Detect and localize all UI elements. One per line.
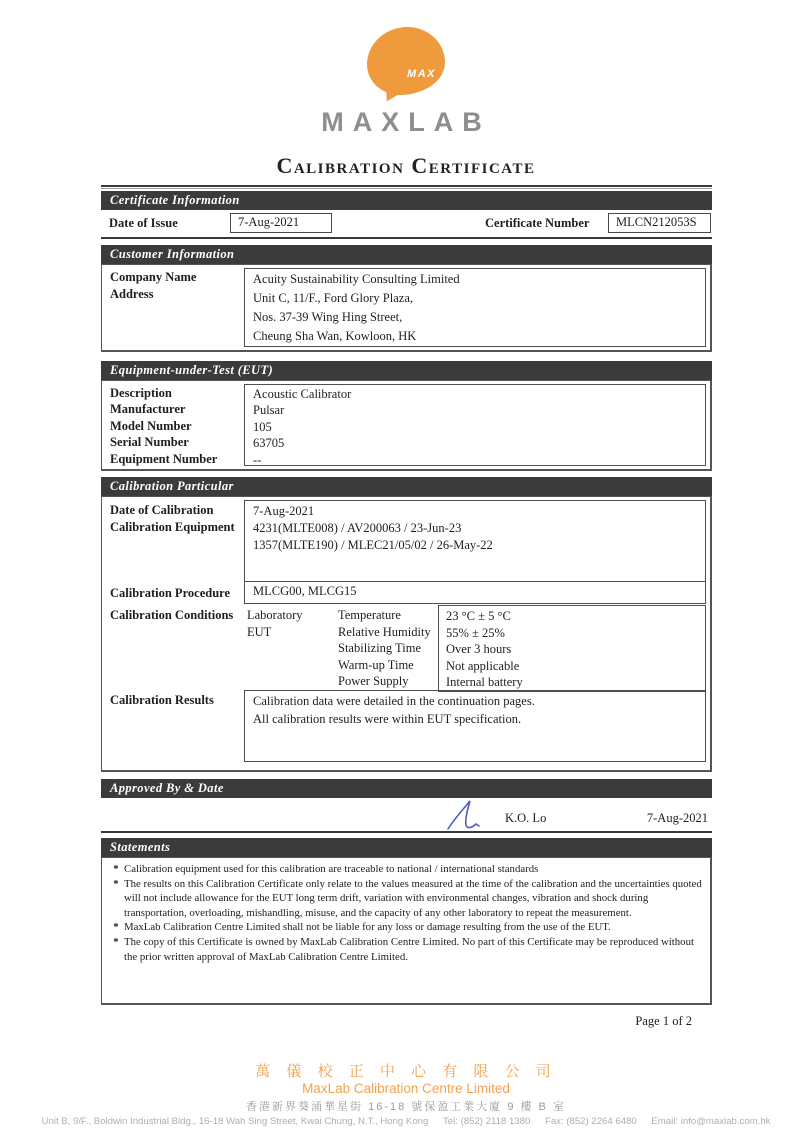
calibration-results-box bbox=[244, 690, 706, 762]
eut-values-box bbox=[244, 384, 706, 466]
footer-address-english: Unit B, 9/F., Boldwin Industrial Bldg., 16-18 Wah Sing Street, Kwai Chung, N.T., Hong Kong bbox=[41, 1116, 429, 1127]
condition-value: 23 °C ± 5 °C bbox=[446, 609, 511, 623]
statement-text: MaxLab Calibration Centre Limited shall not be liable for any loss or damage resulting from the use of the EUT. bbox=[124, 921, 611, 934]
footer bbox=[0, 1063, 812, 1128]
calibration-procedure-value: MLCG00, MLCG15 bbox=[244, 582, 706, 604]
footer-contact-line bbox=[0, 1115, 812, 1128]
condition-name: Relative Humidity bbox=[338, 624, 431, 639]
condition-group: EUT bbox=[247, 624, 272, 639]
certificate-body bbox=[101, 185, 712, 1029]
address-line: Nos. 37-39 Wing Hing Street, bbox=[253, 310, 403, 324]
date-of-calibration-value: 7-Aug-2021 bbox=[253, 504, 315, 518]
statement-item bbox=[108, 877, 702, 921]
eut-row-label: Model Number bbox=[110, 418, 192, 433]
eut-row-value: 63705 bbox=[253, 436, 285, 451]
calibration-equipment-line: 4231(MLTE008) / AV200063 / 23-Jun-23 bbox=[253, 521, 462, 535]
calibration-procedure-label: Calibration Procedure bbox=[110, 586, 231, 600]
section-header-approved-by-date: Approved By & Date bbox=[101, 779, 712, 798]
calibration-results-label: Calibration Results bbox=[110, 693, 214, 707]
eut-box bbox=[101, 380, 712, 471]
eut-row-label: Description bbox=[110, 386, 172, 400]
footer-email: Email: info@maxlab.com.hk bbox=[651, 1116, 771, 1127]
footer-tel: Tel: (852) 2118 1380 bbox=[443, 1116, 531, 1127]
address-line: Unit C, 11/F., Ford Glory Plaza, bbox=[253, 291, 413, 305]
footer-company-english: MaxLab Calibration Centre Limited bbox=[302, 1081, 510, 1096]
condition-values-box bbox=[438, 605, 706, 692]
eut-row-label: Equipment Number bbox=[110, 451, 218, 466]
eut-row-label: Manufacturer bbox=[110, 402, 186, 417]
calibration-date-equipment-box bbox=[244, 500, 706, 582]
footer-fax: Fax: (852) 2264 6480 bbox=[544, 1116, 637, 1127]
footer-company-chinese: 萬 儀 校 正 中 心 有 限 公 司 bbox=[255, 1063, 557, 1080]
condition-name: Warm-up Time bbox=[338, 657, 414, 672]
section-header-calibration-particular: Calibration Particular bbox=[101, 477, 712, 496]
section-header-certificate-information: Certificate Information bbox=[101, 191, 712, 210]
company-name-label: Company Name bbox=[110, 270, 197, 284]
condition-names bbox=[338, 607, 431, 690]
section-header-statements: Statements bbox=[101, 838, 712, 857]
certificate-information-row bbox=[101, 210, 712, 239]
approver-name: K.O. Lo bbox=[505, 811, 547, 825]
condition-name: Power Supply bbox=[338, 674, 409, 689]
certificate-number-label: Certificate Number bbox=[485, 216, 590, 230]
eut-row-value: Acoustic Calibrator bbox=[253, 387, 352, 401]
statement-text: The copy of this Certificate is owned by MaxLab Calibration Centre Limited. No part of this Certificate may be reproduced without the prior written approval of MaxLab Calibration Centre Limited. bbox=[124, 935, 694, 963]
customer-values-box bbox=[244, 268, 706, 347]
statement-item bbox=[108, 862, 702, 877]
approval-row bbox=[101, 798, 712, 833]
address-line: Cheung Sha Wan, Kowloon, HK bbox=[253, 329, 417, 343]
certificate-title: Calibration Certificate bbox=[276, 153, 536, 178]
title-divider bbox=[101, 185, 712, 189]
condition-group: Laboratory bbox=[247, 608, 303, 622]
statement-bullet: * bbox=[113, 935, 119, 948]
condition-groups bbox=[247, 607, 303, 640]
calibration-equipment-label: Calibration Equipment bbox=[110, 520, 235, 534]
section-header-eut: Equipment-under-Test (EUT) bbox=[101, 361, 712, 380]
date-of-issue-label: Date of Issue bbox=[109, 216, 178, 230]
customer-information-box bbox=[101, 264, 712, 352]
page-number: Page 1 of 2 bbox=[635, 1014, 692, 1028]
maxlab-balloon-icon bbox=[367, 27, 445, 95]
eut-row-value: -- bbox=[253, 452, 262, 467]
statement-bullet: * bbox=[113, 877, 119, 890]
balloon-max-text: MAX bbox=[407, 68, 436, 80]
calibration-results-line: All calibration results were within EUT specification. bbox=[253, 711, 522, 726]
statements-box bbox=[101, 857, 712, 1005]
section-header-customer-information: Customer Information bbox=[101, 245, 712, 264]
date-of-issue-value: 7-Aug-2021 bbox=[230, 213, 332, 233]
signature-icon bbox=[445, 799, 487, 832]
footer-address-chinese: 香港新界葵涌華星街 16-18 號保盈工業大廈 9 樓 B 室 bbox=[246, 1101, 566, 1113]
eut-row-value: 105 bbox=[253, 419, 272, 434]
customer-labels bbox=[110, 269, 196, 303]
condition-name: Stabilizing Time bbox=[338, 641, 422, 656]
statement-text: Calibration equipment used for this calibration are traceable to national / international standards bbox=[124, 863, 539, 875]
statement-bullet: * bbox=[113, 921, 119, 934]
logo-block bbox=[0, 27, 812, 138]
statement-bullet: * bbox=[113, 863, 119, 875]
calibration-results-line: Calibration data were detailed in the continuation pages. bbox=[253, 694, 535, 708]
condition-value: Not applicable bbox=[446, 658, 520, 673]
statement-item bbox=[108, 935, 702, 964]
statement-item bbox=[108, 920, 702, 935]
condition-value: Over 3 hours bbox=[446, 642, 512, 657]
calibration-conditions-label: Calibration Conditions bbox=[110, 608, 234, 622]
brand-wordmark: MAXLAB bbox=[321, 107, 491, 137]
statement-text: The results on this Calibration Certificate only relate to the values measured at the time of the calibration and the uncertainties quoted will not include allowance for the EUT long term drift, variation with environmental changes, vibration and shock during transportation, overloading, mishandling, misuse, and the capacity of any other laboratory to repeat the measurement. bbox=[124, 877, 702, 919]
calibration-equipment-line: 1357(MLTE190) / MLEC21/05/02 / 26-May-22 bbox=[253, 538, 493, 552]
certificate-number-value: MLCN212053S bbox=[608, 213, 711, 233]
eut-row-value: Pulsar bbox=[253, 403, 285, 418]
date-of-calibration-label: Date of Calibration bbox=[110, 503, 214, 517]
eut-row-label: Serial Number bbox=[110, 435, 189, 450]
calibration-particular-box bbox=[101, 496, 712, 772]
approval-date: 7-Aug-2021 bbox=[646, 811, 708, 825]
eut-labels bbox=[110, 385, 217, 467]
condition-value: Internal battery bbox=[446, 675, 523, 690]
address-label: Address bbox=[110, 287, 154, 301]
condition-name: Temperature bbox=[338, 608, 401, 622]
condition-value: 55% ± 25% bbox=[446, 625, 505, 640]
company-name-value: Acuity Sustainability Consulting Limited bbox=[253, 272, 460, 286]
